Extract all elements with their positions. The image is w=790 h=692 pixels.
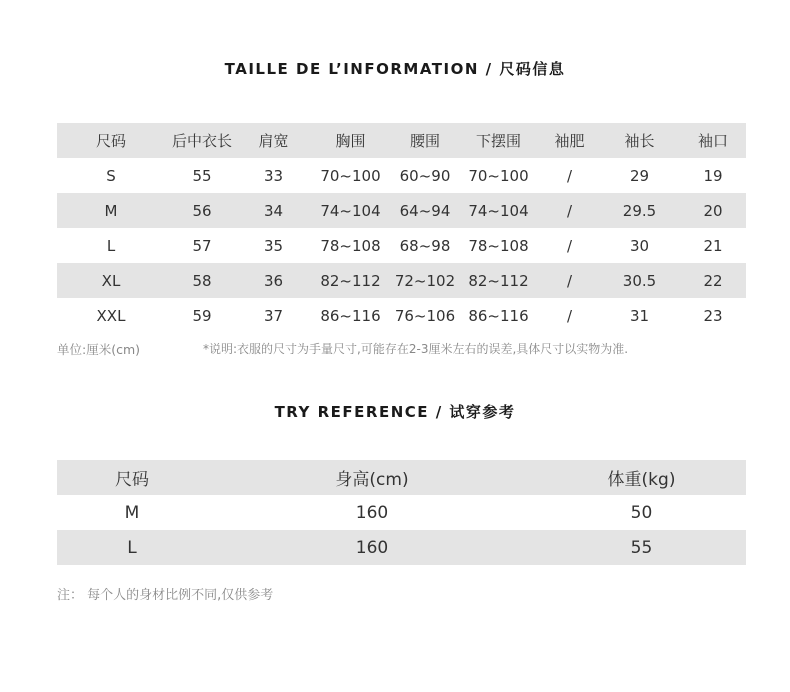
- try-table-cell: 50: [630, 502, 653, 523]
- size-table-cell: S: [106, 166, 116, 185]
- size-table-cell: 30: [629, 236, 650, 255]
- size-table-header-cell: 腰围: [393, 123, 457, 158]
- size-table-cell: /: [566, 166, 573, 185]
- size-table-cell: 30.5: [599, 263, 680, 298]
- size-table-cell: 78~108: [468, 236, 529, 255]
- size-table-cell: M: [57, 193, 165, 228]
- try-table-header-cell: 体重(kg): [537, 460, 746, 495]
- try-table-row: [57, 495, 746, 530]
- size-table-cell: XXL: [96, 306, 126, 325]
- size-table-cell: XL: [57, 263, 165, 298]
- size-table-cell: 56: [165, 193, 239, 228]
- size-table-cell: 78~108: [320, 236, 381, 255]
- size-table-row: [57, 228, 746, 263]
- size-table-cell: 70~100: [468, 166, 529, 185]
- size-info-title: TAILLE DE L’INFORMATION / 尺码信息: [224, 60, 566, 78]
- try-foot-note: 注： 每个人的身材比例不同,仅供参考: [57, 588, 274, 603]
- size-table-header-cell: 下摆围: [457, 123, 540, 158]
- size-table-header-cell: 胸围: [308, 123, 393, 158]
- size-table-cell: 57: [192, 236, 212, 255]
- try-table-header-row: [57, 460, 746, 495]
- size-table-cell: 74~104: [308, 193, 393, 228]
- try-table-header-cell: 尺码: [57, 460, 207, 495]
- try-table-cell: 55: [537, 530, 746, 565]
- size-table-cell: 82~112: [457, 263, 540, 298]
- size-table-header-row: [57, 123, 746, 158]
- size-table-cell: 86~116: [320, 306, 381, 325]
- size-table-cell: 31: [629, 306, 650, 325]
- try-table-cell: 160: [207, 530, 537, 565]
- size-table-row: [57, 193, 746, 228]
- try-table: [57, 460, 746, 565]
- size-table-header-cell: 袖长: [599, 123, 680, 158]
- try-table-header-cell: 身高(cm): [207, 460, 537, 495]
- measurement-note: *说明:衣服的尺寸为手量尺寸,可能存在2-3厘米左右的误差,具体尺寸以实物为准.: [203, 342, 629, 356]
- size-table-cell: /: [566, 236, 573, 255]
- size-table-cell: 59: [192, 306, 212, 325]
- size-table-header-cell: 尺码: [57, 123, 165, 158]
- size-table-cell: 29: [629, 166, 650, 185]
- size-table-cell: 37: [263, 306, 284, 325]
- size-table-row: [57, 298, 746, 333]
- size-table-cell: 34: [239, 193, 308, 228]
- size-table-cell: 68~98: [399, 236, 451, 255]
- try-reference-title: TRY REFERENCE / 试穿参考: [274, 403, 516, 421]
- size-table-cell: 58: [165, 263, 239, 298]
- size-table-cell: 70~100: [320, 166, 381, 185]
- size-table-cell: 82~112: [308, 263, 393, 298]
- size-table-cell: 55: [192, 166, 212, 185]
- size-table-cell: /: [566, 306, 573, 325]
- size-table-cell: L: [106, 236, 116, 255]
- size-table-cell: 60~90: [399, 166, 451, 185]
- size-table-header-cell: 袖口: [680, 123, 746, 158]
- size-table-header-cell: 袖肥: [540, 123, 599, 158]
- try-table-row: [57, 530, 746, 565]
- size-table-row: [57, 158, 746, 193]
- size-table-header-cell: 肩宽: [239, 123, 308, 158]
- size-table-cell: 23: [703, 306, 723, 325]
- size-table-cell: 19: [703, 166, 723, 185]
- size-table-cell: 20: [680, 193, 746, 228]
- size-table-row: [57, 263, 746, 298]
- size-table-header-cell: 后中衣长: [165, 123, 239, 158]
- size-table-cell: 33: [263, 166, 284, 185]
- size-table-cell: 29.5: [599, 193, 680, 228]
- size-table-cell: 22: [680, 263, 746, 298]
- size-table-cell: 35: [263, 236, 284, 255]
- size-table: [57, 123, 746, 333]
- try-table-cell: M: [124, 502, 140, 523]
- size-table-cell: 74~104: [457, 193, 540, 228]
- size-table-cell: 64~94: [393, 193, 457, 228]
- size-table-cell: /: [540, 263, 599, 298]
- size-table-cell: /: [540, 193, 599, 228]
- try-table-cell: 160: [355, 502, 389, 523]
- size-table-cell: 72~102: [393, 263, 457, 298]
- try-table-cell: L: [57, 530, 207, 565]
- size-table-cell: 76~106: [394, 306, 456, 325]
- size-table-cell: 21: [703, 236, 723, 255]
- unit-note: 单位:厘米(cm): [57, 342, 141, 357]
- size-table-cell: 86~116: [468, 306, 529, 325]
- size-table-cell: 36: [239, 263, 308, 298]
